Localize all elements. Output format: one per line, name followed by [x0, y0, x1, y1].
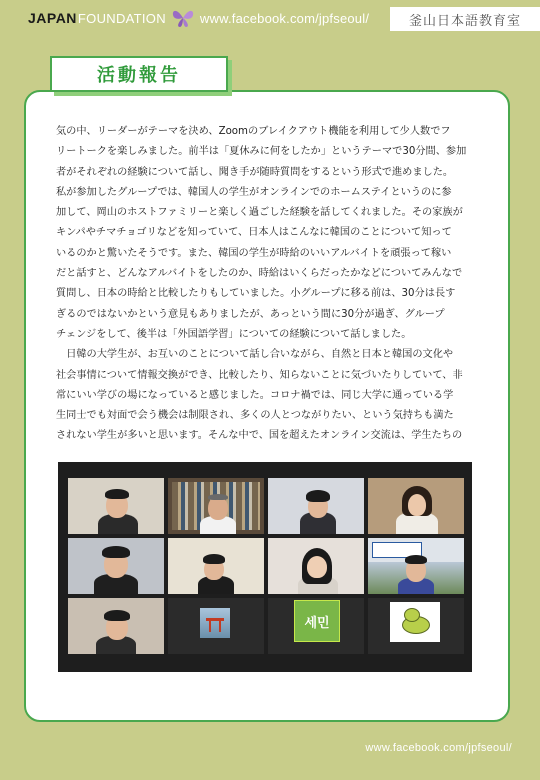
- torii-gate: [219, 620, 221, 632]
- video-tile: [168, 538, 264, 594]
- body-line: 加して、岡山のホストファミリーと楽しく過ごした経験を話してくれました。その家族が: [56, 207, 463, 219]
- header-bar: [0, 0, 540, 34]
- brand-japan-text: JAPAN: [28, 10, 77, 26]
- video-tile: [168, 478, 264, 534]
- butterfly-logo-icon: [170, 7, 196, 29]
- video-tile: [268, 478, 364, 534]
- body-line: 日韓の大学生が、お互いのことについて話し合いながら、自然と日本と韓国の文化や: [66, 349, 454, 361]
- video-tile: [268, 538, 364, 594]
- brand-url-link[interactable]: www.facebook.com/jpfseoul/: [199, 10, 370, 26]
- busan-office-label: 釜山日本語教育室: [390, 7, 540, 31]
- participant-hair: [208, 494, 228, 500]
- video-tile: [368, 538, 464, 594]
- participant-hair: [102, 546, 130, 558]
- body-line: 生同士でも対面で会う機会は制限され、多くの人とつながりたい、という気持ちも満た: [56, 410, 454, 422]
- body-line: ぎるのではないかという意見もありましたが、あっという間に30分が過ぎ、グループ: [56, 308, 445, 320]
- semin-avatar-label: 세민: [304, 615, 330, 631]
- brand-foundation-text: FOUNDATION: [77, 10, 166, 26]
- video-tile: [168, 598, 264, 654]
- shrine-thumbnail: [200, 608, 230, 638]
- body-line: 私が参加したグループでは、韓国人の学生がオンラインでのホームステイというのに参: [56, 186, 452, 198]
- zoom-meeting-photo: [58, 462, 472, 672]
- participant-face: [307, 556, 327, 578]
- body-line: リートークを楽しみました。前半は「夏休みに何をしたか」というテーマで30分間、参加: [56, 146, 467, 158]
- participant-hair: [105, 489, 129, 499]
- footer-url-link[interactable]: www.facebook.com/jpfseoul/: [365, 742, 512, 754]
- video-tile: [268, 598, 364, 654]
- video-tile: [68, 598, 164, 654]
- participant-hair: [405, 555, 427, 564]
- section-tag: 活動報告: [50, 56, 228, 92]
- video-tile: [68, 538, 164, 594]
- body-line: 社会事情について情報交換ができ、比較したり、知らないことに気づいたりしていて、非: [56, 369, 463, 381]
- participant-hair: [104, 610, 130, 621]
- mascot-head: [404, 608, 420, 622]
- semin-avatar-box: [294, 600, 340, 642]
- participant-hair: [306, 490, 330, 502]
- body-line: チェンジをして、後半は「外国語学習」についての経験について話しました。: [56, 328, 412, 340]
- article-body: [56, 122, 480, 447]
- torii-gate: [209, 620, 211, 632]
- video-tile: [368, 598, 464, 654]
- participant-face: [408, 494, 426, 516]
- body-line: されない学生が多いと思います。そんな中で、国を超えたオンライン交流は、学生たちの: [56, 430, 463, 442]
- body-line: 気の中、リーダーがテーマを決め、Zoomのブレイクアウト機能を利用して少人数でフ: [56, 126, 451, 137]
- participant-hair: [203, 554, 225, 564]
- mascot-thumbnail: [390, 602, 440, 642]
- video-tile: [368, 478, 464, 534]
- body-line: 常にいい学びの場になっていると感じました。コロナ禍では、同じ大学に通っている学: [56, 389, 454, 401]
- body-line: 者がそれぞれの経験について話し、聞き手が随時質問をするという形式で進めました。: [56, 166, 454, 178]
- video-tile: [68, 478, 164, 534]
- body-line: 質問し、日本の時給と比較したりもしていました。小グループに移る前は、30分は長す: [56, 288, 456, 300]
- body-line: いるのかと驚いたそうです。また、韓国の学生が時給のいいアルバイトを頑張って稼い: [56, 247, 452, 259]
- japan-foundation-brand[interactable]: [28, 8, 369, 28]
- body-line: キンパやチマチョゴリなどを知っていて、日本人はこんなに韓国のことについて知って: [56, 227, 452, 239]
- body-line: だと話すと、どんなアルバイトをしたのか、時給はいくらだったかなどについてみんなで: [56, 268, 463, 280]
